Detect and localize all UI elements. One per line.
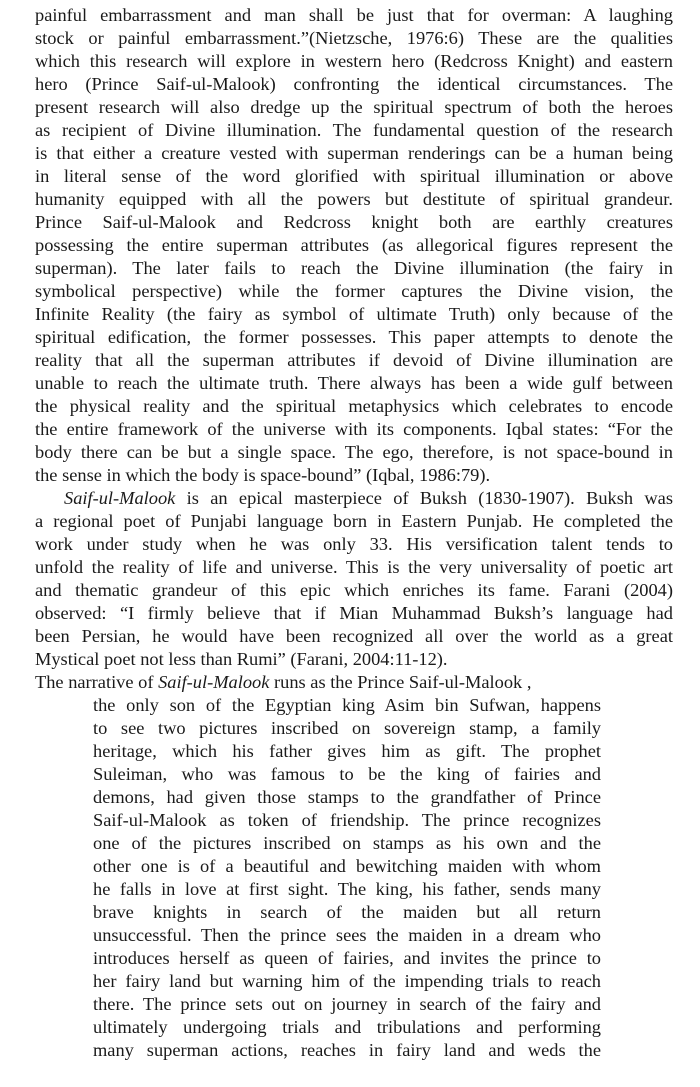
text-run: is an epical masterpiece of Buksh (1830-1907). Buksh was xyxy=(186,488,673,508)
text-line: ultimately undergoing trials and tribulations and performing xyxy=(93,1017,601,1037)
text-line: Infinite Reality (the fairy as symbol of ultimate Truth) only because of the xyxy=(35,304,673,324)
text-line: her fairy land but warning him of the impending trials to reach xyxy=(93,971,601,991)
text-line: the entire framework of the universe with its components. Iqbal states: “For the xyxy=(35,419,673,439)
text-line: demons, had given those stamps to the grandfather of Prince xyxy=(93,787,601,807)
text-line: stock or painful embarrassment.”(Nietzsche, 1976:6) These are the qualities xyxy=(35,28,673,48)
text-line: present research will also dredge up the spiritual spectrum of both the heroes xyxy=(35,97,673,117)
text-line: brave knights in search of the maiden but all return xyxy=(93,902,601,922)
text-line: as recipient of Divine illumination. The fundamental question of the research xyxy=(35,120,673,140)
text-line: possessing the entire superman attributes (as allegorical figures represent the xyxy=(35,235,673,255)
text-line: humanity equipped with all the powers but destitute of spiritual grandeur. xyxy=(35,189,673,209)
text-line: unfold the reality of life and universe. This is the very universality of poetic art xyxy=(35,557,673,577)
text-line: the sense in which the body is space-bound” (Iqbal, 1986:79). xyxy=(35,465,491,485)
text-line: spiritual edification, the former possesses. This paper attempts to denote the xyxy=(35,327,673,347)
italic-title: Saif-ul-Malook xyxy=(64,488,176,508)
paragraph-lead-line xyxy=(64,487,673,510)
text-line: the only son of the Egyptian king Asim bin Sufwan, happens xyxy=(93,695,601,715)
text-line: there. The prince sets out on journey in search of the fairy and xyxy=(93,994,601,1014)
text-line: to see two pictures inscribed on sovereign stamp, a family xyxy=(93,718,601,738)
text-line: the physical reality and the spiritual metaphysics which celebrates to encode xyxy=(35,396,673,416)
text-line: painful embarrassment and man shall be just that for overman: A laughing xyxy=(35,5,673,25)
text-line: Suleiman, who was famous to be the king of fairies and xyxy=(93,764,601,784)
text-line: Mystical poet not less than Rumi” (Farani, 2004:11-12). xyxy=(35,649,448,669)
text-run: The narrative of xyxy=(35,672,159,692)
text-line: many superman actions, reaches in fairy land and weds the xyxy=(93,1040,601,1060)
paragraph-lead-line xyxy=(35,671,673,694)
text-line: hero (Prince Saif-ul-Malook) confronting the identical circumstances. The xyxy=(35,74,673,94)
text-line: which this research will explore in western hero (Redcross Knight) and eastern xyxy=(35,51,673,71)
text-line: observed: “I firmly believe that if Mian Muhammad Buksh’s language had xyxy=(35,603,673,623)
text-line: he falls in love at first sight. The king, his father, sends many xyxy=(93,879,601,899)
text-line: superman). The later fails to reach the Divine illumination (the fairy in xyxy=(35,258,673,278)
italic-title: Saif-ul-Malook xyxy=(158,672,270,692)
text-line: and thematic grandeur of this epic which enriches its fame. Farani (2004) xyxy=(35,580,673,600)
text-line: is that either a creature vested with superman renderings can be a human being xyxy=(35,143,673,163)
text-line: work under study when he was only 33. His versification talent tends to xyxy=(35,534,673,554)
text-run: runs as the Prince Saif-ul-Malook , xyxy=(274,672,532,692)
text-line: reality that all the superman attributes if devoid of Divine illumination are xyxy=(35,350,673,370)
text-line: in literal sense of the word glorified with spiritual illumination or above xyxy=(35,166,673,186)
text-line: Prince Saif-ul-Malook and Redcross knight both are earthly creatures xyxy=(35,212,673,232)
text-line: a regional poet of Punjabi language born in Eastern Punjab. He completed the xyxy=(35,511,673,531)
text-line: symbolical perspective) while the former captures the Divine vision, the xyxy=(35,281,673,301)
text-line: been Persian, he would have been recognized all over the world as a great xyxy=(35,626,673,646)
text-line: introduces herself as queen of fairies, and invites the prince to xyxy=(93,948,601,968)
text-line: one of the pictures inscribed on stamps as his own and the xyxy=(93,833,601,853)
text-line: other one is of a beautiful and bewitching maiden with whom xyxy=(93,856,601,876)
text-line: Saif-ul-Malook as token of friendship. The prince recognizes xyxy=(93,810,601,830)
text-line: unable to reach the ultimate truth. There always has been a wide gulf between xyxy=(35,373,673,393)
text-line: heritage, which his father gives him as gift. The prophet xyxy=(93,741,601,761)
text-line: unsuccessful. Then the prince sees the maiden in a dream who xyxy=(93,925,601,945)
text-line: body there can be but a single space. The ego, therefore, is not space-bound in xyxy=(35,442,673,462)
